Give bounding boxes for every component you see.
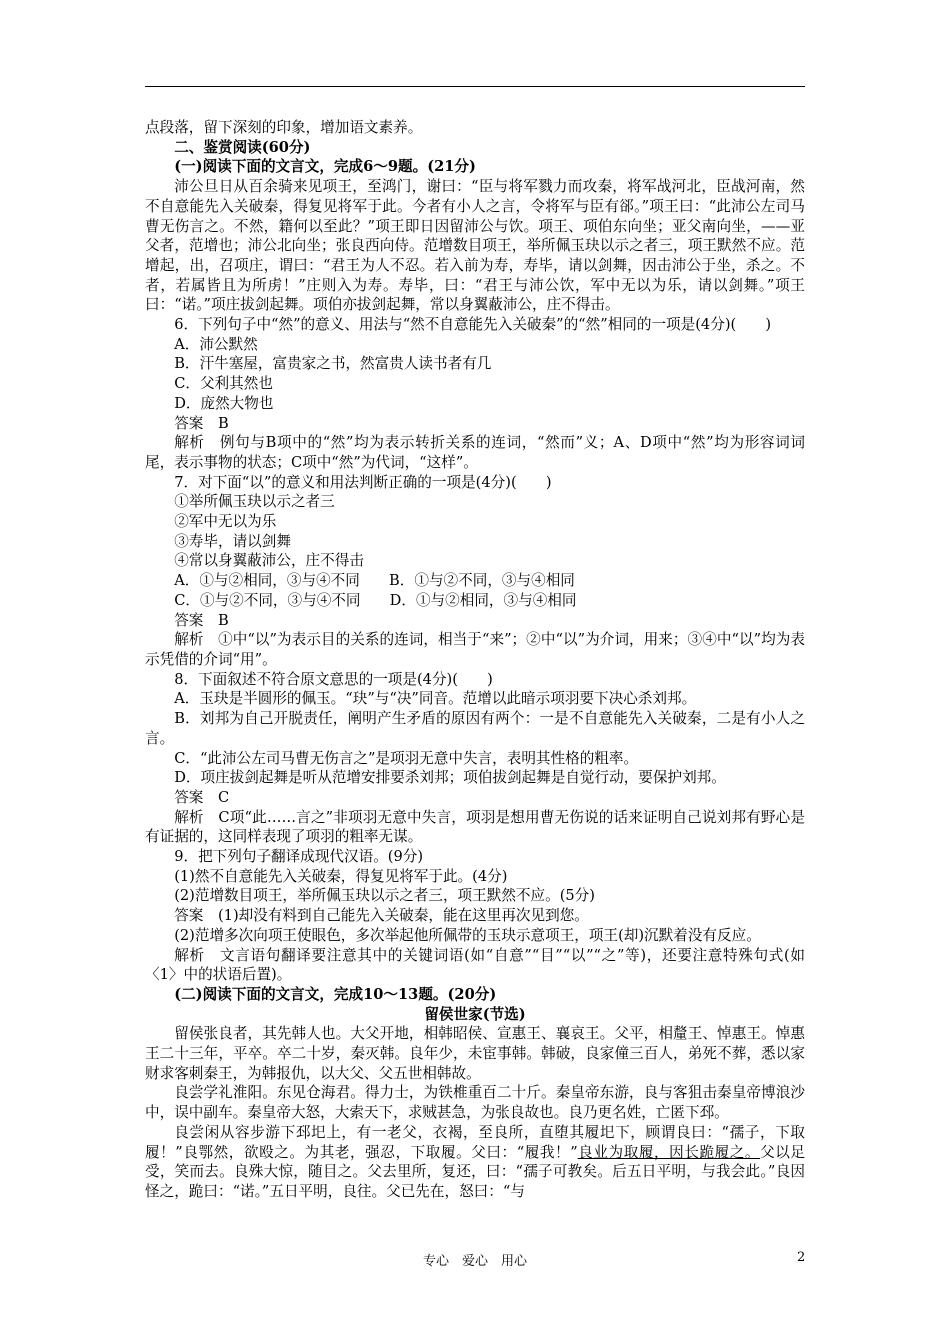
text-line: C．“此沛公左司马曹无伤言之”是项羽无意中失言，表明其性格的粗率。 (174, 749, 639, 767)
text-line: (2)范增数目项王，举所佩玉玦以示之者三，项王默然不应。(5分) (174, 887, 595, 905)
text-line: 答案 B (174, 414, 229, 432)
text-line: 7．对下面“以”的意义和用法判断正确的一项是(4分)( ) (174, 473, 552, 491)
underlined-sentence: 良业为取履，因长跪履之。 (577, 1143, 761, 1161)
text-line: (二)阅读下面的文言文，完成10～13题。(20分) (174, 985, 497, 1003)
text-line: C．父利其然也 (174, 375, 273, 393)
text-line: 留侯世家(节选) (424, 1005, 526, 1023)
text-line: ②军中无以为乐 (174, 513, 277, 531)
page-footer: 专心 爱心 用心 (422, 1254, 527, 1269)
text-line: B．汗牛塞屋，富贵家之书，然富贵人读书者有几 (174, 355, 492, 373)
text-line: ③寿毕，请以剑舞 (174, 532, 291, 550)
text-line: D．项庄拔剑起舞是听从范增安排要杀刘邦；项伯拔剑起舞是自觉行动，要保护刘邦。 (174, 769, 726, 787)
text-line: 解析 C项“此……言之”非项羽无意中失言，项羽是想用曹无伤说的话来证明自己说刘邦有野心是有证据的，这同样表现了项羽的粗率无谋。 (145, 808, 805, 846)
text-line: 8．下面叙述不符合原文意思的一项是(4分)( ) (174, 670, 493, 688)
text-line: B．刘邦为自己开脱责任，阐明产生矛盾的原因有两个：一是不自意能先入关破秦，二是有小人之言。 (145, 710, 805, 747)
text-line: 留侯张良者，其先韩人也。大父开地，相韩昭侯、宣惠王、襄哀王。父平，相釐王、悼惠王。悼惠王二十三年，平卒。卒二十岁，秦灭韩。良年少，未宦事韩。韩破，良家僮三百人，弟死不葬，悉以家财求客刺秦王，为韩报仇，以大父、父五世相韩故。 (145, 1025, 805, 1082)
text-line: ①举所佩玉玦以示之者三 (174, 493, 335, 511)
text-line: 答案 (1)却没有料到自己能先入关破秦，能在这里再次见到您。 (174, 907, 589, 925)
text-line: 答案 B (174, 611, 229, 629)
text-line: 解析 文言语句翻译要注意其中的关键词语(如“自意”“目”“以”“之”等)，还要注意特殊句式(如〈1〉中的状语后置)。 (145, 946, 805, 984)
text-line: (一)阅读下面的文言文，完成6～9题。(21分) (174, 158, 476, 176)
text-line: 解析 例句与B项中的“然”均为表示转折关系的连词，“然而”义；A、D项中“然”均为形容词词尾，表示事物的状态；C项中“然”为代词，“这样”。 (145, 434, 805, 471)
text-line: A．①与②相同，③与④不同 B．①与②不同，③与④相同 (174, 572, 575, 590)
text-line: 点段落，留下深刻的印象，增加语文素养。 (145, 119, 423, 136)
text-line: 9．把下列句子翻译成现代汉语。(9分) (174, 848, 424, 866)
text-line: 沛公旦日从百余骑来见项王，至鸿门，谢曰：“臣与将军戮力而攻秦，将军战河北，臣战河南，然不自意能先入关破秦，得复见将军于此。今者有小人之言，令将军与臣有郤。”项王曰：“此沛公左司马曹无伤言之。不然，籍何以至此？”项王即日因留沛公与饮。项王、项伯东向坐；亚父南向坐，——亚父者，范增也；沛公北向坐；张良西向侍。范增数目项王，举所佩玉玦以示之者三，项王默然不应。范增起，出，召项庄，谓曰：“君王为人不忍。若入前为寿，寿毕，请以剑舞，因击沛公于坐，杀之。不者，若属皆且为所虏！”庄则入为寿。寿毕，曰：“君王与沛公饮，军中无以为乐，请以剑舞。”项王曰：“诺。”项庄拔剑起舞。项伯亦拔剑起舞，常以身翼蔽沛公，庄不得击。 (145, 178, 805, 314)
text-line: 二、鉴赏阅读(60分) (174, 138, 311, 156)
text-line: ④常以身翼蔽沛公，庄不得击 (174, 552, 364, 570)
text-line: 良尝学礼淮阳。东见仓海君。得力士，为铁椎重百二十斤。秦皇帝东游，良与客狙击秦皇帝博浪沙中，误中副车。秦皇帝大怒，大索天下，求贼甚急，为张良故也。良乃更名姓，亡匿下邳。 (145, 1084, 805, 1122)
page-number: 2 (797, 1250, 806, 1265)
text-line: (2)范增多次向项王使眼色，多次举起他所佩带的玉玦示意项王，项王(却)沉默着没有反应。 (174, 926, 761, 944)
text-line: 解析 ①中“以”为表示目的关系的连词，相当于“来”；②中“以”为介词，用来；③④中“以”均为表示凭借的介词“用”。 (145, 631, 805, 668)
text-line: (1)然不自意能先入关破秦，得复见将军于此。(4分) (174, 867, 508, 885)
document-body (145, 118, 805, 1202)
text-line: 6．下列句子中“然”的意义、用法与“然不自意能先入关破秦”的“然”相同的一项是(4分)( ) (174, 316, 772, 334)
text-line: A．玉玦是半圆形的佩玉。“玦”与“决”同音。范增以此暗示项羽要下决心杀刘邦。 (174, 690, 697, 708)
header-rule (145, 86, 805, 87)
text-line: C．①与②不同，③与④不同 D．①与②相同，③与④相同 (174, 591, 577, 609)
text-line: D．庞然大物也 (174, 394, 274, 412)
text-line: 良尝闲从容步游下邳圯上，有一老父，衣褐，至良所，直堕其履圯下，顾谓良曰：“孺子，下取履！”良鄂然，欲殴之。为其老，强忍，下取履。父曰：“履我！”良业为取履，因长跪履之。父以足受，笑而去。良殊大惊，随目之。父去里所，复还，曰：“孺子可教矣。后五日平明，与我会此。”良因怪之，跪曰：“诺。”五日平明，良往。父已先在，怒曰：“与 (145, 1123, 805, 1200)
text-line: 答案 C (174, 788, 230, 806)
text-line: A．沛公默然 (174, 335, 258, 353)
